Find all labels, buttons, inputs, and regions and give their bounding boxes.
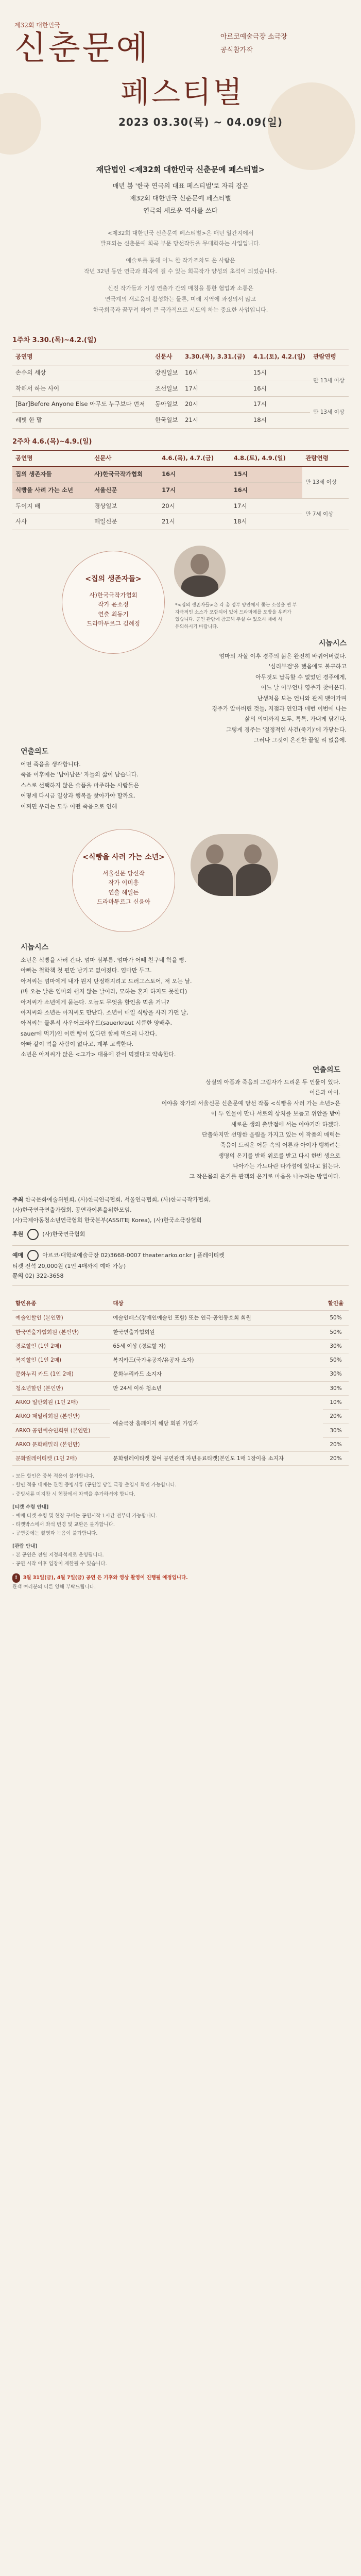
- festival-date: 2023 03.30(목) ~ 04.09(일): [118, 116, 283, 128]
- week1-table: [12, 349, 349, 429]
- table-row: [12, 482, 349, 498]
- discount-target: 만 24세 이하 청소년: [110, 1381, 323, 1395]
- col-header: 4.6.(목), 4.7.(금): [159, 451, 231, 467]
- synopsis-title: 시놉시스: [21, 943, 49, 952]
- col-header: 3.30.(목), 3.31.(금): [182, 349, 250, 365]
- table-row: [12, 365, 349, 381]
- play-name: 두이지 배: [12, 498, 91, 514]
- time-weekend: 15시: [231, 466, 303, 482]
- col-header: 신문사: [152, 349, 182, 365]
- credit-line: 작가 윤소정: [98, 601, 129, 608]
- play-credit-circle: [62, 551, 165, 654]
- table-row: [12, 1452, 349, 1466]
- discount-rate: 20%: [323, 1452, 349, 1466]
- direction-line: 어른과 아이.: [309, 1089, 340, 1096]
- synopsis-line: 아무것도 납득할 수 없었던 경주에게,: [255, 673, 347, 681]
- play-survivors: [0, 530, 361, 819]
- play-bread-boy: [0, 819, 361, 1190]
- time-weekday: 17시: [159, 482, 231, 498]
- direction-line: 이 두 인물이 만나 서로의 상처를 보듬고 위안을 받아: [211, 1110, 340, 1117]
- credit-line: 드라마투르그 신윤아: [97, 898, 150, 905]
- synopsis: [110, 651, 347, 745]
- time-weekday: 21시: [182, 413, 250, 429]
- newspaper: 동아일보: [152, 397, 182, 413]
- synopsis-line: 아저씨는 엄마에게 내가 뭔지 단정해지려고 드러그스토어, 저 오는 날.: [21, 977, 192, 985]
- ticket-text[interactable]: 아르코·대학로예술극장 02)3668-0007 theater.arko.or.kr | 플레이티켓: [42, 1251, 225, 1259]
- synopsis-line: 그렇게 경주는 '결정적인 사건(죽기)'에 가닿는다.: [226, 726, 347, 733]
- discount-type: 경로할인 (1인 2매): [12, 1339, 110, 1353]
- host-text: (사)한국연극연출가협회, 공연과이론을위한모임,: [12, 1206, 132, 1213]
- synopsis: [21, 955, 340, 1060]
- credit-line: 서울신문 당선작: [102, 869, 145, 877]
- intro-line: 신진 작가들과 기성 연출가 간의 매칭을 통한 협업과 소통은: [108, 285, 253, 292]
- sponsor-label: 후원: [12, 1230, 24, 1238]
- notice-line: - 예매 티켓 수령 및 현장 구매는 공연시작 1시간 전부터 가능합니다.: [12, 1513, 158, 1519]
- direction-line: 단출하지만 선명한 울림을 가지고 있는 이 작품의 매력는: [202, 1131, 340, 1138]
- newspaper: 한국일보: [152, 413, 182, 429]
- play-note: [175, 602, 345, 631]
- credit-line: 연출 해일든: [108, 888, 139, 896]
- intro-heading: 재단법인 <제32회 대한민국 신춘문예 페스티벌>: [96, 165, 265, 174]
- intro-line: <제32회 대한민국 신춘문예 페스티벌>은 매년 일간지에서: [107, 229, 254, 236]
- edition-label: 제32회 대한민국: [14, 22, 60, 29]
- discount-rate: 30%: [323, 1423, 349, 1437]
- play-name: 착해서 하는 사이: [12, 381, 152, 397]
- play-title: <집의 생존자들>: [85, 575, 142, 584]
- table-row: [12, 1367, 349, 1381]
- play-name: 사사: [12, 514, 91, 530]
- synopsis-line: 소년은 식빵을 사러 간다. 엄마 심부름. 엄마가 어빼 친구네 학을 빵.: [21, 957, 186, 964]
- col-header: 관람연령: [310, 349, 349, 365]
- direction-line: 상실의 아픔과 죽음의 그림자가 드리운 두 인물이 있다.: [205, 1079, 340, 1086]
- synopsis-line: 엄마의 자살 이후 경주의 삶은 완전히 바뀌어버렸다.: [219, 653, 347, 660]
- sponsor-logo-icon: [27, 1229, 39, 1240]
- discount-target: 예술극장 홈페이지 해당 회원 가입자: [110, 1395, 323, 1451]
- col-header: 할인유종: [12, 1296, 110, 1311]
- play-credit-circle: [72, 829, 175, 932]
- title-bottom: 페스티벌: [121, 75, 245, 110]
- synopsis-line: (바 오는 날은 엄마의 쉽지 않는 날이라, 모하는 혼자 하지도 못한다): [21, 988, 187, 995]
- host-block: [12, 1195, 349, 1225]
- table-row: [12, 1381, 349, 1395]
- note-line: 자극적인 소스가 포함되어 있어 드라마예를 포방을 우려가: [175, 610, 291, 616]
- direction-line: 나아가는 가느다란 다가섬에 있다고 읽는다.: [233, 1162, 340, 1170]
- discount-type: 문화누리 카드 (1인 2매): [12, 1367, 110, 1381]
- official-subtitle: 공식참가작: [220, 46, 253, 54]
- table-row: [12, 397, 349, 413]
- credit-line: 사)한국극작가협회: [89, 591, 137, 599]
- discount-type: 청소년할인 (본인만): [12, 1381, 110, 1395]
- play-name: 레빗 한 말: [12, 413, 152, 429]
- col-header: 신문사: [91, 451, 159, 467]
- sponsor-text: (사)한국연극협회: [42, 1230, 85, 1238]
- intro: [0, 155, 361, 324]
- intro-description: [18, 228, 343, 316]
- host-text: (사)국제아동청소년연극협회 한국본부(ASSITEJ Korea), (사)한국소극장협회: [12, 1216, 202, 1224]
- synopsis-line: 소년은 아저씨가 앉은 <그가> 대용에 같이 먹겠다고 약속한다.: [21, 1051, 176, 1058]
- col-header: 관람연령: [302, 451, 349, 467]
- direction-line: 이야을 작가의 서울신문 신춘문예 당선 작품 <식빵을 사러 가는 소년>은: [161, 1099, 340, 1107]
- synopsis-line: 그러나 그것이 온전한 끝일 리 없음에.: [253, 736, 347, 743]
- direction-line: 죽음이 드리운 어둠 속의 어른과 아이가 행하려는: [220, 1142, 340, 1149]
- footnote-line: - 모든 할인은 중복 적용이 불가합니다.: [12, 1473, 95, 1480]
- time-weekend: 17시: [231, 498, 303, 514]
- time-weekday: 16시: [182, 365, 250, 381]
- direction-line: 죽음 이후에는 '남아남은' 자들의 삶이 남습니다.: [21, 771, 139, 778]
- intro-lead-line: 제32회 대한민국 신춘문예 페스티벌: [130, 194, 231, 202]
- writer-portrait: [191, 834, 278, 896]
- discount-rate: 30%: [323, 1367, 349, 1381]
- table-row: [12, 1339, 349, 1353]
- synopsis-line: 아저씨와 소년은 아저씨도 만난다. 소년이 매일 식빵을 사러 가던 날,: [21, 1009, 188, 1016]
- age-limit: 만 13세 이상: [302, 466, 349, 498]
- play-name: 손수의 세상: [12, 365, 152, 381]
- ticket-box: [12, 1245, 349, 1286]
- col-header: 4.1.(토), 4.2.(일): [250, 349, 310, 365]
- deco-circle: [0, 93, 41, 155]
- credits: [0, 1190, 361, 1296]
- synopsis-line: 아저씨는 물론서 사우어크라우트(sauerkraut 시큼한 양배추,: [21, 1020, 172, 1027]
- ticket-price: 티켓 전석 20,000원 (1인 4매까지 예매 가능): [12, 1262, 126, 1269]
- col-header: 4.8.(토), 4.9.(일): [231, 451, 303, 467]
- synopsis-line: 아빠 같이 먹을 사람이 없다고, 계부 고백한다.: [21, 1040, 134, 1047]
- discount-table: [12, 1296, 349, 1466]
- synopsis-line: 어느 날 이부언니 영주가 찾아온다.: [261, 684, 347, 691]
- intro-lead-line: 매년 봄 '한국 연극의 대표 페스티벌'로 자리 잡은: [112, 182, 249, 190]
- discount-target: 문화누리카드 소지자: [110, 1367, 323, 1381]
- direction-title: 연출의도: [21, 748, 49, 756]
- intro-line: 발표되는 신춘문예 희곡 부문 당선작들을 무대화하는 사업입니다.: [100, 240, 261, 247]
- intro-lead: [18, 180, 343, 216]
- col-header: 공연명: [12, 451, 91, 467]
- discount-section: [0, 1296, 361, 1466]
- synopsis-line: sauer에 먹기)인 이런 빵이 있다던 함께 먹으러 나간다.: [21, 1030, 157, 1037]
- credit-line: 작가 이미흥: [108, 879, 139, 887]
- intro-lead-line: 연극의 새로운 역사를 쓰다: [143, 206, 218, 214]
- host-text: 한국문화예술위원회, (사)한국연극협회, 서울연극협회, (사)한국극작가협회,: [25, 1196, 211, 1204]
- notice-line: - 공연중에는 촬영과 녹음이 불가합니다.: [12, 1530, 98, 1536]
- week1-caption: 1주차 3.30.(목)~4.2.(일): [12, 336, 97, 344]
- synopsis-line: '심리부검'을 했음에도 불구하고: [268, 663, 347, 670]
- discount-target: 한국연출가협회원: [110, 1325, 323, 1339]
- newspaper: 사)한국극작가협회: [91, 466, 159, 482]
- newspaper: 서울신문: [91, 482, 159, 498]
- filming-alert-sub: 관객 여러분의 너른 양해 부탁드립니다.: [12, 1584, 96, 1590]
- newspaper: 경상일보: [91, 498, 159, 514]
- credit-line: 연출 최동기: [98, 610, 129, 618]
- note-line: *<집의 생존자들>은 각 총 정부 양안에서 쫓는 소설을 연 부: [175, 603, 297, 608]
- credit-line: 드라마투르그 김혜정: [87, 620, 140, 627]
- table-row: [12, 498, 349, 514]
- discount-type: 복지할인 (1인 2매): [12, 1353, 110, 1367]
- arko-logo-icon: [27, 1250, 39, 1261]
- time-weekday: 17시: [182, 381, 250, 397]
- discount-type: ARKO 일반회원 (1인 2매): [12, 1395, 110, 1409]
- table-row: [12, 413, 349, 429]
- time-weekend: 16시: [231, 482, 303, 498]
- play-name: [Bar]Before Anyone Else 아무도 누구보다 먼저: [12, 397, 152, 413]
- discount-rate: 50%: [323, 1325, 349, 1339]
- week2-table: [12, 450, 349, 530]
- time-weekend: 16시: [250, 381, 310, 397]
- discount-type: ARKO 패밀리회원 (본인만): [12, 1410, 110, 1423]
- table-row: [12, 1395, 349, 1409]
- venue-subtitle: 아르코예술극장 소극장: [220, 33, 287, 41]
- synopsis-line: 삶의 의미까지 모두, 특특, 가내게 담긴다.: [245, 716, 347, 723]
- table-row: [12, 466, 349, 482]
- discount-type: 문화릴레이티켓 (1인 2매): [12, 1452, 110, 1466]
- time-weekend: 18시: [231, 514, 303, 530]
- week2-caption: 2주차 4.6.(목)~4.9.(일): [12, 437, 92, 446]
- newspaper: 조선일보: [152, 381, 182, 397]
- direction-line: 어떻게 다시금 일상과 행복을 찾아가야 할까요.: [21, 792, 135, 800]
- discount-type: 한국연출가협회원 (본인만): [12, 1325, 110, 1339]
- discount-rate: 20%: [323, 1437, 349, 1451]
- alert-icon: !: [12, 1573, 20, 1583]
- host-label: 주최: [12, 1196, 24, 1204]
- direction-line: 어떤 죽음을 생각합니다.: [21, 761, 81, 768]
- direction-text: [21, 759, 278, 812]
- discount-type: ARKO 문화패밀리 (본인만): [12, 1437, 110, 1451]
- filming-alert: 3월 31일(금), 4월 7일(금) 공연 은 기후와 영상 촬영이 진행될 예정입니다.: [23, 1575, 188, 1581]
- time-weekend: 18시: [250, 413, 310, 429]
- discount-type: 예술인할인 (본인만): [12, 1311, 110, 1325]
- footnotes: [0, 1466, 361, 1602]
- note-line: 있습니다. 공연 관람에 참고해 주실 수 있으시 때에 사: [175, 617, 283, 623]
- discount-rate: 30%: [323, 1339, 349, 1353]
- direction-line: 스스로 선택하지 않은 슬픔을 마주하는 사람들은: [21, 782, 140, 789]
- footnote-line: - 할인 적용 대에는 관련 증빙서류 (공연일 당일 극장 출입시 확인 가능합니다.: [12, 1482, 177, 1488]
- hero: [0, 0, 361, 155]
- sponsor-block: [12, 1229, 349, 1240]
- age-limit: 만 13세 이상: [310, 397, 349, 429]
- age-limit: 만 13세 이상: [310, 365, 349, 397]
- synopsis-line: 아빠는 철학책 첫 편만 남기고 없어졌다. 엄마만 두고.: [21, 967, 152, 974]
- intro-line: 작년 32년 동안 연극과 희곡에 걸 수 있는 희곡작가 양성의 초석이 되었습니다.: [84, 268, 277, 275]
- col-header: 대상: [110, 1296, 323, 1311]
- time-weekday: 20시: [182, 397, 250, 413]
- table-row: [12, 1353, 349, 1367]
- synopsis-line: 난생처음 보는 언니와 관계 맺어가며: [257, 694, 347, 702]
- schedule: [0, 324, 361, 530]
- ticket-label: 예매: [12, 1251, 24, 1259]
- time-weekend: 17시: [250, 397, 310, 413]
- direction-line: 새로운 생의 출발점에 서는 이야기라 하겠다.: [231, 1121, 340, 1128]
- time-weekday: 20시: [159, 498, 231, 514]
- title-top: 신춘문예: [14, 29, 150, 67]
- discount-rate: 30%: [323, 1381, 349, 1395]
- intro-line: 연극계의 새로움의 활성화는 물론, 미래 지역에 과정의서 많고: [105, 295, 256, 302]
- notice-line: - 티켓박스에서 좌석 변경 및 교환은 불가합니다.: [12, 1521, 115, 1528]
- discount-rate: 20%: [323, 1410, 349, 1423]
- direction-text: [31, 1077, 340, 1182]
- table-row: [12, 381, 349, 397]
- writer-portrait: [174, 546, 226, 597]
- time-weekend: 15시: [250, 365, 310, 381]
- intro-line: 예술로를 통해 어느 한 작가조차도 온 사람은: [126, 257, 235, 264]
- table-row: [12, 1311, 349, 1325]
- notice-line: - 공연 시작 이후 입장이 제한될 수 있습니다.: [12, 1561, 107, 1567]
- inquiry-label: 문의: [12, 1273, 24, 1280]
- table-row: [12, 1325, 349, 1339]
- direction-line: 어쩌면 우리는 모두 어떤 죽음으로 인해: [21, 803, 117, 810]
- notice-line: - 본 공연은 전원 지정좌석제로 운영됩니다.: [12, 1552, 104, 1558]
- time-weekday: 16시: [159, 466, 231, 482]
- notice-title: [관람 안내]: [12, 1543, 38, 1549]
- footnote-line: - 증빙서류 미지참 시 현장에서 차액을 추가하셔야 합니다.: [12, 1491, 135, 1497]
- direction-line: 그 작은몸의 온기를 관객의 온기로 마음을 나누려는 방법이다.: [189, 1173, 340, 1180]
- play-name: 집의 생존자들: [12, 466, 91, 482]
- table-row: [12, 514, 349, 530]
- discount-target: 65세 이상 (경로할 자): [110, 1339, 323, 1353]
- synopsis-title: 시놉시스: [318, 639, 347, 648]
- col-header: 할인율: [323, 1296, 349, 1311]
- note-line: 유의하시기 바랍니다.: [175, 624, 218, 630]
- newspaper: 강원일보: [152, 365, 182, 381]
- discount-target: 예술인패스(장애인예술인 포함) 또는 연극·공연동호회 회원: [110, 1311, 323, 1325]
- col-header: 공연명: [12, 349, 152, 365]
- age-limit: 만 7세 이상: [302, 498, 349, 530]
- notice-title: [티켓 수령 안내]: [12, 1504, 49, 1510]
- newspaper: 매일신문: [91, 514, 159, 530]
- discount-type: ARKO 공연예술인회원 (본인만): [12, 1423, 110, 1437]
- time-weekday: 21시: [159, 514, 231, 530]
- inquiry-phone[interactable]: 02) 322-3658: [25, 1273, 64, 1280]
- play-name: 식빵을 사려 가는 소년: [12, 482, 91, 498]
- synopsis-line: 아저씨가 소년에게 묻는다. 오늘도 무엇을 할인을 먹을 거니?: [21, 998, 169, 1006]
- intro-line: 한국희곡과 꿈꾸려 하여 큰 국가적으로 시도의 하는 중요한 사업입니다.: [93, 306, 268, 313]
- synopsis-line: 경주가 알아버린 것들, 지점과 연인과 매번 이번에 나는: [212, 705, 347, 712]
- direction-title: 연출의도: [312, 1066, 340, 1075]
- direction-line: 생명의 온기를 받해 위로를 받고 다시 한번 생으로: [218, 1152, 340, 1159]
- discount-rate: 10%: [323, 1395, 349, 1409]
- play-title: <식빵을 사려 가는 소년>: [82, 853, 165, 862]
- discount-target: 문화릴레이티켓 참여 공연관객 자년유료티켓(본인도 1매 1장이용 소지자: [110, 1452, 323, 1466]
- discount-rate: 50%: [323, 1353, 349, 1367]
- discount-rate: 50%: [323, 1311, 349, 1325]
- discount-target: 복지카드(국가유공자/유공자 소자): [110, 1353, 323, 1367]
